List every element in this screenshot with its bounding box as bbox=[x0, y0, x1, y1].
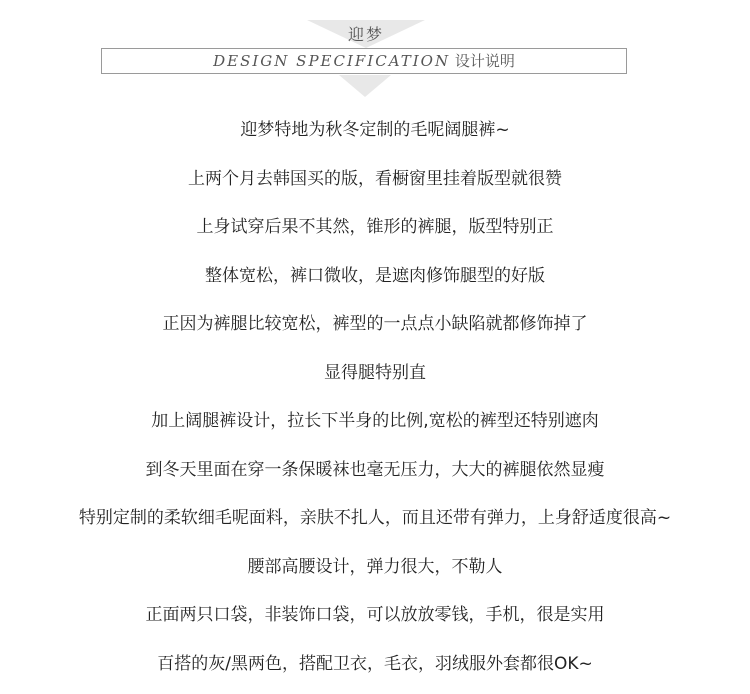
description-line: 迎梦特地为秋冬定制的毛呢阔腿裤~ bbox=[0, 112, 750, 161]
description-line: 显得腿特别直 bbox=[0, 355, 750, 404]
section-title-en: DESIGN SPECIFICATION bbox=[213, 52, 450, 70]
description-line: 特别定制的柔软细毛呢面料，亲肤不扎人，而且还带有弹力，上身舒适度很高~ bbox=[0, 500, 750, 549]
section-title-cn: 设计说明 bbox=[455, 52, 515, 70]
description-line: 正面两只口袋，非装饰口袋，可以放放零钱，手机，很是实用 bbox=[0, 597, 750, 646]
description-line: 百搭的灰/黑两色，搭配卫衣，毛衣，羽绒服外套都很OK~ bbox=[0, 646, 750, 694]
header-triangle-bottom bbox=[339, 75, 391, 97]
description-line: 腰部高腰设计，弹力很大，不勒人 bbox=[0, 549, 750, 598]
section-title bbox=[101, 48, 627, 74]
description-line: 加上阔腿裤设计，拉长下半身的比例,宽松的裤型还特别遮肉 bbox=[0, 403, 750, 452]
brand-name: 迎梦 bbox=[307, 22, 425, 45]
description-line: 正因为裤腿比较宽松，裤型的一点点小缺陷就都修饰掉了 bbox=[0, 306, 750, 355]
description-line: 到冬天里面在穿一条保暖袜也毫无压力，大大的裤腿依然显瘦 bbox=[0, 452, 750, 501]
description-line: 上两个月去韩国买的版，看橱窗里挂着版型就很赞 bbox=[0, 161, 750, 210]
description-line: 整体宽松，裤口微收，是遮肉修饰腿型的好版 bbox=[0, 258, 750, 307]
header bbox=[0, 0, 750, 100]
description-line: 上身试穿后果不其然，锥形的裤腿，版型特别正 bbox=[0, 209, 750, 258]
description-lines bbox=[0, 112, 750, 694]
